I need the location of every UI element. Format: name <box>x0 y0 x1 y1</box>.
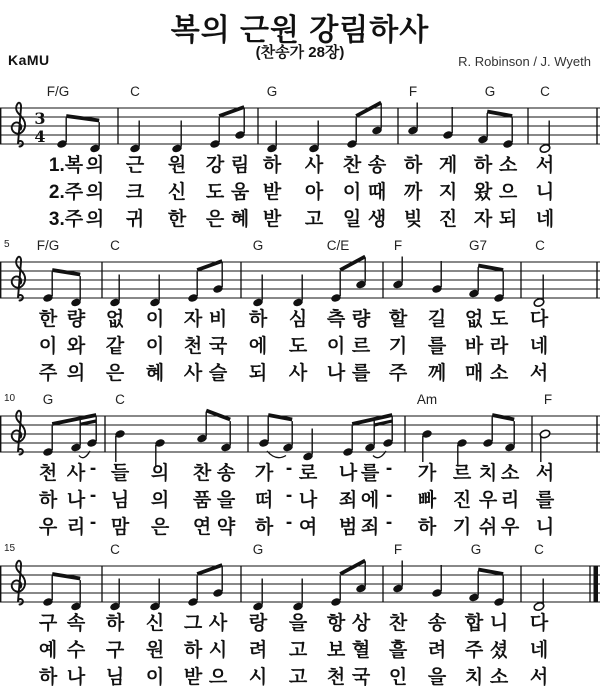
lyric-syllable: 한 <box>38 309 58 330</box>
beam <box>340 561 365 575</box>
lyric-syllable: 치 <box>478 463 498 484</box>
chord-label: C <box>540 84 550 99</box>
lyric-syllable: 은 <box>205 209 225 230</box>
staff-system <box>0 84 600 234</box>
lyric-syllable: 빚 <box>403 209 423 230</box>
lyric-syllable: 의 <box>150 490 170 511</box>
lyric-syllable: 고 <box>288 640 308 661</box>
chord-label: F <box>543 392 553 407</box>
chord-label: G <box>266 84 278 99</box>
lyric-syllable: 림 <box>230 155 250 176</box>
lyric-syllable: 주 <box>388 363 408 384</box>
lyric-syllable: 송 <box>216 463 236 484</box>
lyric-syllable: 소 <box>500 463 520 484</box>
lyric-syllable: 게 <box>438 155 458 176</box>
lyric-syllable: 때 <box>367 182 387 203</box>
chord-label: G <box>252 238 264 253</box>
lyric-syllable: 셨 <box>489 640 509 661</box>
lyric-syllable: 신 <box>167 182 187 203</box>
beam <box>487 112 512 117</box>
lyric-syllable: 리 <box>500 490 520 511</box>
lyric-syllable: 상 <box>351 613 371 634</box>
lyric-syllable: 하 <box>248 309 268 330</box>
lyric-syllable: 르 <box>452 463 472 484</box>
lyric-syllable: 죄 <box>338 490 358 511</box>
lyric-syllable: 의 <box>85 155 105 176</box>
chord-label: G <box>252 542 264 557</box>
staff-notation <box>0 402 600 466</box>
beam <box>478 570 503 575</box>
lyric-syllable: 을 <box>216 490 236 511</box>
lyric-syllable: 예 <box>38 640 58 661</box>
lyric-syllable: 속 <box>66 613 86 634</box>
lyric-syllable: - <box>89 512 97 533</box>
lyric-syllable: 할 <box>388 309 408 330</box>
lyric-syllable: - <box>385 512 393 533</box>
arranger-credit: KaMU <box>8 52 50 68</box>
lyric-syllable: - <box>285 512 293 533</box>
lyric-syllable: 같 <box>105 336 125 357</box>
lyric-syllable: 네 <box>529 640 549 661</box>
lyric-syllable: 고 <box>304 209 324 230</box>
lyric-syllable: 혜 <box>230 209 250 230</box>
lyric-syllable: 심 <box>288 309 308 330</box>
lyric-syllable: 들 <box>110 463 130 484</box>
lyric-syllable: 도 <box>205 182 225 203</box>
lyric-syllable: 주 <box>464 640 484 661</box>
lyric-syllable: 국 <box>351 667 371 688</box>
lyric-syllable: 하 <box>262 155 282 176</box>
lyric-syllable: 이 <box>342 182 362 203</box>
chord-label: G <box>484 84 496 99</box>
composer-credit: R. Robinson / J. Wyeth <box>458 54 591 69</box>
lyric-syllable: 혜 <box>145 363 165 384</box>
final-barline <box>594 566 599 602</box>
lyric-syllable: 크 <box>125 182 145 203</box>
lyric-syllable: 서 <box>529 667 549 688</box>
lyric-syllable: 고 <box>288 667 308 688</box>
lyric-syllable: 없 <box>105 309 125 330</box>
lyric-syllable: 소 <box>498 155 518 176</box>
lyric-syllable: 도 <box>489 309 509 330</box>
lyric-syllable: 으 <box>498 182 518 203</box>
lyric-syllable: 시 <box>208 640 228 661</box>
lyric-syllable: 왔 <box>473 182 493 203</box>
lyric-syllable: 하 <box>473 155 493 176</box>
treble-clef-icon <box>12 103 25 147</box>
lyric-syllable: 쉬 <box>478 517 498 538</box>
lyric-syllable: 찬 <box>192 463 212 484</box>
lyric-syllable: 구 <box>105 640 125 661</box>
lyric-syllable: 님 <box>105 667 125 688</box>
lyric-syllable: 랑 <box>248 613 268 634</box>
lyric-syllable: 나 <box>298 490 318 511</box>
lyric-syllable: 다 <box>529 613 549 634</box>
lyric-syllable: 생 <box>367 209 387 230</box>
lyric-syllable: 떠 <box>254 490 274 511</box>
beam <box>80 421 96 424</box>
staff-system <box>0 238 600 388</box>
lyric-syllable: 비 <box>208 309 228 330</box>
lyric-syllable: 매 <box>464 363 484 384</box>
lyric-syllable: 되 <box>248 363 268 384</box>
treble-clef-icon <box>12 411 25 455</box>
lyric-syllable: 이 <box>145 336 165 357</box>
lyric-syllable: 도 <box>288 336 308 357</box>
lyric-syllable: 니 <box>535 517 555 538</box>
lyric-syllable: 자 <box>183 309 203 330</box>
lyric-syllable: - <box>285 458 293 479</box>
chord-label: C <box>534 542 544 557</box>
lyric-syllable: 항 <box>326 613 346 634</box>
lyric-syllable: 하 <box>183 640 203 661</box>
lyric-syllable: 서 <box>535 155 555 176</box>
lyric-syllable: 받 <box>183 667 203 688</box>
lyric-syllable: 사 <box>304 155 324 176</box>
song-title: 복의 근원 강림하사 <box>170 14 430 47</box>
lyric-syllable: 약 <box>216 517 236 538</box>
lyric-syllable: 1.복 <box>48 155 84 176</box>
song-subtitle: (찬송가 28장) <box>255 44 345 61</box>
lyric-syllable: 를 <box>535 490 555 511</box>
lyric-syllable: 리 <box>66 517 86 538</box>
lyric-syllable: 나 <box>66 490 86 511</box>
lyric-syllable: 국 <box>208 336 228 357</box>
lyric-syllable: 일 <box>342 209 362 230</box>
lyric-syllable: 길 <box>427 309 447 330</box>
lyric-syllable: 께 <box>427 363 447 384</box>
staff-notation <box>0 94 600 158</box>
beam <box>340 257 365 271</box>
lyric-syllable: 송 <box>367 155 387 176</box>
lyric-syllable: 를 <box>351 363 371 384</box>
lyric-syllable: 으 <box>208 667 228 688</box>
lyric-syllable: 하 <box>403 155 423 176</box>
lyric-syllable: 은 <box>105 363 125 384</box>
chord-label: G <box>42 392 54 407</box>
lyric-syllable: 찬 <box>342 155 362 176</box>
treble-clef-icon <box>12 561 25 605</box>
lyric-syllable: 하 <box>38 667 58 688</box>
lyric-syllable: 흘 <box>388 640 408 661</box>
measure-number: 15 <box>4 543 16 554</box>
chord-label: F/G <box>46 84 70 99</box>
lyric-syllable: 이 <box>38 336 58 357</box>
lyric-syllable: - <box>89 485 97 506</box>
lyric-syllable: 혈 <box>351 640 371 661</box>
chord-label: F <box>393 542 403 557</box>
lyric-syllable: 에 <box>360 490 380 511</box>
lyric-syllable: 자 <box>473 209 493 230</box>
beam <box>206 411 230 420</box>
lyric-syllable: 기 <box>388 336 408 357</box>
lyric-syllable: 찬 <box>388 613 408 634</box>
treble-clef-icon <box>12 257 25 301</box>
measure-number: 10 <box>4 393 16 404</box>
staff-system <box>0 392 600 542</box>
lyric-syllable: 받 <box>262 209 282 230</box>
lyric-syllable: 르 <box>351 336 371 357</box>
lyric-syllable: 사 <box>66 463 86 484</box>
lyric-syllable: 서 <box>535 463 555 484</box>
lyric-syllable: 되 <box>498 209 518 230</box>
lyric-syllable: 귀 <box>125 209 145 230</box>
chord-label: F <box>393 238 403 253</box>
lyric-syllable: 다 <box>529 309 549 330</box>
lyric-syllable: 을 <box>288 613 308 634</box>
lyric-syllable: 우 <box>500 517 520 538</box>
lyric-syllable: 진 <box>452 490 472 511</box>
lyric-syllable: 주 <box>38 363 58 384</box>
lyric-syllable: 근 <box>125 155 145 176</box>
lyric-syllable: 바 <box>464 336 484 357</box>
lyric-syllable: 2.주 <box>48 182 84 203</box>
lyric-syllable: 하 <box>417 517 437 538</box>
lyric-syllable: 맘 <box>110 517 130 538</box>
beam <box>478 266 503 271</box>
lyric-syllable: 우 <box>38 517 58 538</box>
lyric-syllable: - <box>385 458 393 479</box>
lyric-syllable: 의 <box>66 363 86 384</box>
lyric-syllable: 아 <box>304 182 324 203</box>
chord-label: C/E <box>326 238 350 253</box>
lyric-syllable: 인 <box>388 667 408 688</box>
lyric-syllable: 수 <box>66 640 86 661</box>
lyric-syllable: 원 <box>145 640 165 661</box>
lyric-syllable: 강 <box>205 155 225 176</box>
lyric-syllable: 합 <box>464 613 484 634</box>
lyric-syllable: 니 <box>535 182 555 203</box>
lyric-syllable: 시 <box>248 667 268 688</box>
chord-label: C <box>115 392 125 407</box>
lyric-syllable: 연 <box>192 517 212 538</box>
lyric-syllable: - <box>385 485 393 506</box>
chord-label: C <box>110 542 120 557</box>
lyric-syllable: 움 <box>230 182 250 203</box>
lyric-syllable: 3.주 <box>48 209 84 230</box>
time-signature: 4 <box>34 127 46 146</box>
beam <box>374 421 392 425</box>
lyric-syllable: 사 <box>288 363 308 384</box>
lyric-syllable: 하 <box>254 517 274 538</box>
lyric-syllable: 에 <box>248 336 268 357</box>
lyric-syllable: 송 <box>427 613 447 634</box>
lyric-syllable: 량 <box>66 309 86 330</box>
lyric-syllable: 빠 <box>417 490 437 511</box>
chord-label: C <box>130 84 140 99</box>
lyric-syllable: 하 <box>105 613 125 634</box>
lyric-syllable: 이 <box>326 336 346 357</box>
lyric-syllable: - <box>285 485 293 506</box>
lyric-syllable: 사 <box>208 613 228 634</box>
time-signature: 3 <box>34 109 46 128</box>
lyric-syllable: 받 <box>262 182 282 203</box>
lyric-syllable: 우 <box>478 490 498 511</box>
chord-label: Am <box>416 392 438 407</box>
lyric-syllable: 님 <box>110 490 130 511</box>
lyric-syllable: 가 <box>417 463 437 484</box>
lyric-syllable: 량 <box>351 309 371 330</box>
lyric-syllable: 그 <box>183 613 203 634</box>
lyric-syllable: 지 <box>438 182 458 203</box>
lyric-syllable: 천 <box>183 336 203 357</box>
lyric-syllable: 신 <box>145 613 165 634</box>
lyric-syllable: 천 <box>38 463 58 484</box>
chord-label: F/G <box>36 238 60 253</box>
lyric-syllable: 치 <box>464 667 484 688</box>
lyric-syllable: 의 <box>150 463 170 484</box>
chord-label: G <box>470 542 482 557</box>
lyric-syllable: 보 <box>326 640 346 661</box>
lyric-syllable: 한 <box>167 209 187 230</box>
lyric-syllable: 의 <box>85 209 105 230</box>
lyric-syllable: 이 <box>145 667 165 688</box>
lyric-syllable: 의 <box>85 182 105 203</box>
lyric-syllable: 까 <box>403 182 423 203</box>
lyric-syllable: - <box>89 458 97 479</box>
lyric-syllable: 가 <box>254 463 274 484</box>
lyric-syllable: 을 <box>427 667 447 688</box>
beam <box>356 103 381 117</box>
lyric-syllable: 하 <box>38 490 58 511</box>
staff-notation <box>0 552 600 616</box>
lyric-syllable: 천 <box>326 667 346 688</box>
lyric-syllable: 소 <box>489 363 509 384</box>
lyric-syllable: 서 <box>529 363 549 384</box>
lyric-syllable: 를 <box>360 463 380 484</box>
lyric-syllable: 소 <box>489 667 509 688</box>
lyric-syllable: 기 <box>452 517 472 538</box>
lyric-syllable: 로 <box>298 463 318 484</box>
lyric-syllable: 나 <box>326 363 346 384</box>
lyric-syllable: 려 <box>248 640 268 661</box>
lyric-syllable: 은 <box>150 517 170 538</box>
chord-label: G7 <box>468 238 488 253</box>
chord-label: F <box>408 84 418 99</box>
lyric-syllable: 이 <box>145 309 165 330</box>
chord-label: C <box>535 238 545 253</box>
lyric-syllable: 진 <box>438 209 458 230</box>
lyric-syllable: 려 <box>427 640 447 661</box>
chord-label: C <box>110 238 120 253</box>
lyric-syllable: 와 <box>66 336 86 357</box>
staff-notation <box>0 248 600 312</box>
lyric-syllable: 네 <box>535 209 555 230</box>
lyric-syllable: 니 <box>489 613 509 634</box>
lyric-syllable: 범 <box>338 517 358 538</box>
lyric-syllable: 원 <box>167 155 187 176</box>
lyric-syllable: 품 <box>192 490 212 511</box>
lyric-syllable: 죄 <box>360 517 380 538</box>
lyric-syllable: 네 <box>529 336 549 357</box>
lyric-syllable: 라 <box>489 336 509 357</box>
lyric-syllable: 없 <box>464 309 484 330</box>
lyric-syllable: 구 <box>38 613 58 634</box>
staff-system <box>0 542 600 688</box>
measure-number: 5 <box>4 239 10 250</box>
lyric-syllable: 슬 <box>208 363 228 384</box>
lyric-syllable: 나 <box>66 667 86 688</box>
lyric-syllable: 사 <box>183 363 203 384</box>
lyric-syllable: 를 <box>427 336 447 357</box>
lyric-syllable: 측 <box>326 309 346 330</box>
lyric-syllable: 나 <box>338 463 358 484</box>
lyric-syllable: 여 <box>298 517 318 538</box>
